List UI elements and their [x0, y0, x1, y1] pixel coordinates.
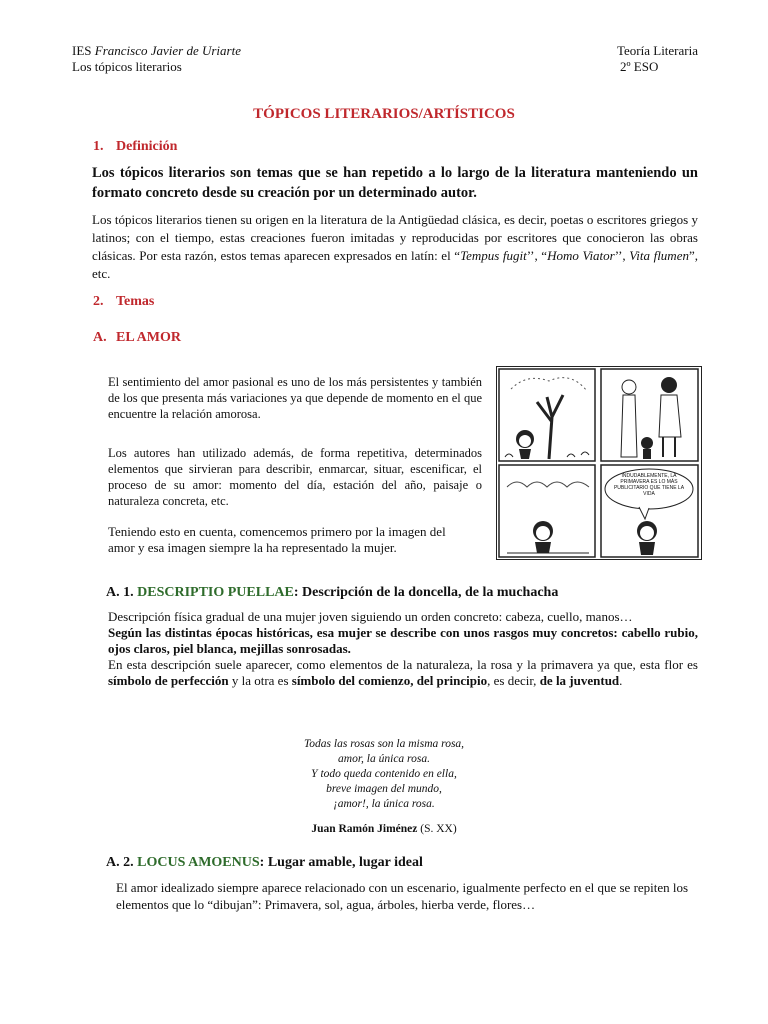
section-label: Temas	[116, 294, 155, 309]
origin-sep2: ’’,	[614, 248, 630, 263]
origin-paragraph	[92, 211, 698, 283]
amor-paragraph-2: Los autores han utilizado además, de forma repetitiva, determinados elementos que sirvieran para describir, enmarcar, situar, escenificar, el proceso de su amor: momento del día, estación del año, paisaje o naturaleza concreta, etc.	[108, 446, 482, 508]
desc-part-bold: símbolo del comienzo, del principio	[291, 673, 488, 688]
speech-balloon-text: INDUDABLEMENTE, LA PRIMAVERA ES LO MÁS PUBLICITARIO QUE TIENE LA VIDA	[613, 473, 685, 497]
example-vita-flumen: Vita flumen	[629, 248, 689, 263]
descriptio-paragraph	[108, 609, 698, 689]
section-number: A.	[93, 330, 107, 345]
desc-part-bold: de la juventud	[539, 673, 620, 688]
desc-part: , es decir,	[487, 673, 540, 688]
author-era: (S. XX)	[417, 823, 457, 835]
example-homo-viator: Homo Viator	[547, 248, 615, 263]
subsection-prefix: A. 2.	[106, 855, 138, 870]
document-subject: Los tópicos literarios	[72, 59, 182, 74]
subsection-term: LOCUS AMOENUS	[137, 855, 260, 870]
amor-paragraph-3: Teniendo esto en cuenta, comencemos primero por la imagen del amor y esa imagen siempre la ha representado la mujer.	[108, 524, 446, 555]
amor-paragraph-1: El sentimiento del amor pasional es uno de los más persistentes y también de los que presenta más variaciones ya que depende de momento en el que encuentre la relación amorosa.	[108, 375, 482, 421]
author-name: Juan Ramón Jiménez	[311, 823, 418, 835]
desc-part: y la otra es	[228, 673, 292, 688]
origin-sep1: ’’, “	[526, 248, 548, 263]
desc-part-bold: símbolo de perfección	[108, 673, 229, 688]
subsection-rest: : Descripción de la doncella, de la muchacha	[293, 585, 559, 600]
school-prefix: IES	[72, 43, 95, 58]
page-title: TÓPICOS LITERARIOS/ARTÍSTICOS	[253, 106, 515, 122]
poem-line: ¡amor!, la única rosa.	[333, 798, 435, 810]
poem-author	[0, 823, 768, 835]
subsection-rest: : Lugar amable, lugar ideal	[259, 855, 423, 870]
subsection-prefix: A. 1.	[106, 585, 138, 600]
header-right	[572, 43, 698, 75]
comic-illustration	[497, 367, 701, 559]
section-number: 2.	[93, 294, 104, 309]
locus-paragraph: El amor idealizado siempre aparece relacionado con un escenario, igualmente perfecto en el que se repiten los elementos que lo “dibujan”: Primavera, sol, agua, árboles, hierba verde, flores…	[116, 880, 689, 912]
desc-part: .	[619, 673, 623, 688]
section-heading-temas	[93, 294, 154, 310]
section-number: 1.	[93, 139, 104, 154]
definition-paragraph: Los tópicos literarios son temas que se han repetido a lo largo de la literatura manteniendo un formato concreto desde su creación por un determinado autor.	[92, 165, 698, 201]
desc-part: En esta descripción suele aparecer, como elementos de la naturaleza, la rosa y la primavera ya que, esta flor es	[108, 657, 698, 672]
poem-line: breve imagen del mundo,	[326, 783, 442, 795]
subsection-descriptio-puellae	[106, 585, 558, 601]
header-left	[72, 43, 241, 75]
poem-line: Todas las rosas son la misma rosa,	[303, 738, 465, 750]
comic-strip-image	[496, 366, 702, 560]
descriptio-line-2: Según las distintas épocas históricas, esa mujer se describe con unos rasgos muy concretos: cabello rubio, ojos claros, piel blanca, mejillas sonrosadas.	[108, 625, 698, 656]
course-level: 2º ESO	[620, 59, 659, 74]
origin-text: Los tópicos literarios tienen su origen en la literatura de la Antigüedad clásica, es decir, poetas o escritores griegos y latinos; con el tiempo, estas creaciones fueron imitadas y reproducidas por escritores que conocieron las obras clásicas. Por esta razón, estos temas aparecen expresados en latín: el “	[92, 212, 698, 263]
section-label: Definición	[116, 139, 178, 154]
subsection-locus-amoenus	[106, 855, 423, 871]
poem	[0, 737, 768, 812]
school-name: Francisco Javier de Uriarte	[94, 43, 241, 58]
course-subject: Teoría Literaria	[616, 43, 698, 58]
poem-line: Y todo queda contenido en ella,	[311, 768, 457, 780]
descriptio-line-3	[108, 657, 698, 689]
section-heading-definicion	[93, 139, 177, 155]
section-label: EL AMOR	[116, 330, 181, 345]
origin-end: ”, etc.	[92, 248, 698, 281]
descriptio-line-1: Descripción física gradual de una mujer joven siguiendo un orden concreto: cabeza, cuello, manos…	[108, 609, 633, 624]
section-heading-el-amor	[93, 330, 181, 346]
example-tempus-fugit: Tempus fugit	[460, 248, 527, 263]
subsection-term: DESCRIPTIO PUELLAE	[137, 585, 294, 600]
poem-line: amor, la única rosa.	[338, 753, 430, 765]
